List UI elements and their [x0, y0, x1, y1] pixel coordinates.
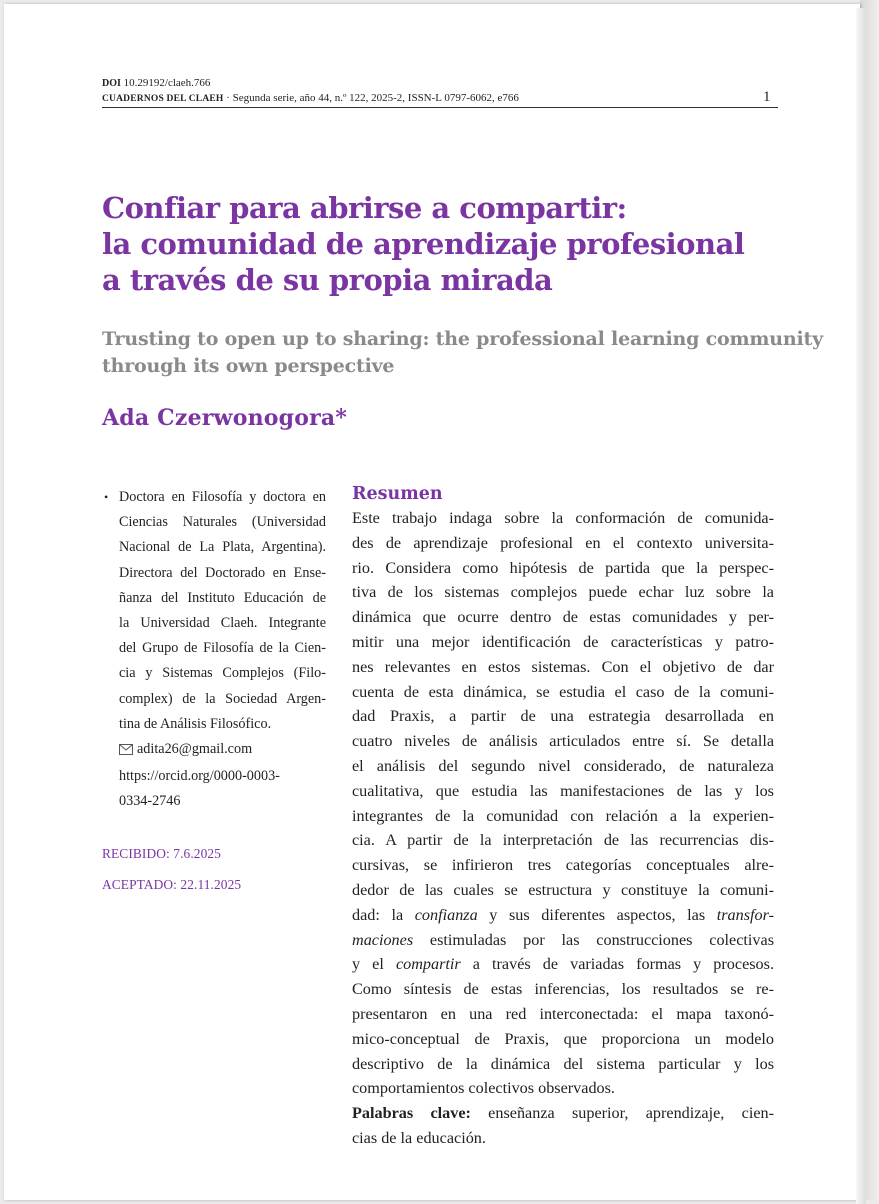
- page-edge: [856, 8, 866, 1204]
- abstract-line: [352, 903, 774, 928]
- keywords-text: enseñanza superior, aprendizaje, cien-: [470, 1104, 774, 1123]
- title-line: Confiar para abrirse a compartir:: [102, 191, 627, 225]
- abstract-line: nes relevantes en estos sistemas. Con el objetivo de dar: [352, 657, 774, 676]
- abstract-line: rio. Considera como hipótesis de partida que la perspec-: [352, 558, 774, 577]
- bio-line: cia y Sistemas Complejos (Filo-: [119, 665, 326, 682]
- abstract-line: des de aprendizaje profesional en el contexto universita-: [352, 533, 774, 552]
- abstract-line: mitir una mejor identificación de características y patro-: [352, 632, 774, 651]
- doi-line: [102, 77, 210, 89]
- text-run: y sus diferentes aspectos, las: [477, 905, 717, 924]
- abstract-line: el análisis del segundo nivel considerado, de naturaleza: [352, 756, 774, 775]
- bio-line: Ciencias Naturales (Universidad: [119, 514, 326, 531]
- page-number: 1: [763, 89, 771, 105]
- article-subtitle: [102, 326, 823, 380]
- abstract-line: mico-conceptual de Praxis, que proporciona un modelo: [352, 1029, 774, 1048]
- abstract-line: [352, 928, 774, 953]
- abstract-line: integrantes de la comunidad con relación a la experien-: [352, 806, 774, 825]
- emphasis-transformaciones-end: maciones: [352, 930, 414, 949]
- text-run: y el: [352, 955, 396, 974]
- abstract-line: cualitativa, que estudia las manifestaciones de las y los: [352, 781, 774, 800]
- abstract-line: cia. A partir de la interpretación de las recurrencias dis-: [352, 831, 774, 850]
- journal-line: [102, 92, 519, 104]
- abstract-line: dedor de las cuales se estructura y constituye la comuni-: [352, 880, 774, 899]
- email-link[interactable]: adita26@gmail.com: [137, 741, 253, 758]
- bio-line: Nacional de La Plata, Argentina).: [119, 539, 326, 556]
- author-bio: [104, 485, 326, 815]
- abstract-line: descriptivo de la dinámica del sistema particular y los: [352, 1054, 774, 1073]
- abstract-line: tiva de los sistemas complejos puede echar luz sobre la: [352, 583, 774, 602]
- abstract-line: Como síntesis de estas inferencias, los resultados se re-: [352, 980, 774, 999]
- bio-line: Doctora en Filosofía y doctora en: [119, 489, 326, 505]
- abstract-section: [352, 482, 774, 1151]
- envelope-icon: [119, 739, 133, 764]
- abstract-line: dad Praxis, a partir de una estrategia desarrollada en: [352, 707, 774, 726]
- header-rule: [102, 107, 778, 108]
- article-title: [102, 190, 744, 298]
- abstract-line: cursivas, se infirieron tres categorías conceptuales alre-: [352, 856, 774, 875]
- subtitle-line: Trusting to open up to sharing: the professional learning community: [102, 328, 823, 350]
- journal-name: CUADERNOS DEL CLAEH: [102, 94, 224, 104]
- accepted-date: ACEPTADO: 22.11.2025: [102, 877, 242, 892]
- text-run: dad: la: [352, 905, 415, 924]
- emphasis-confianza: confianza: [414, 905, 478, 924]
- bio-line: Directora del Doctorado en Ense-: [119, 564, 326, 581]
- abstract-line: presentaron en una red interconectada: el mapa taxonó-: [352, 1004, 774, 1023]
- keywords-label: Palabras clave:: [352, 1104, 471, 1123]
- title-line: la comunidad de aprendizaje profesional: [102, 227, 745, 261]
- emphasis-compartir: compartir: [395, 955, 461, 974]
- article-dates: [102, 846, 241, 908]
- abstract-line: [352, 952, 774, 977]
- abstract-line: dinámica que ocurre dentro de estas comunidades y per-: [352, 608, 774, 627]
- text-run: a través de variadas formas y procesos.: [460, 955, 774, 974]
- keywords-line: cias de la educación.: [352, 1128, 486, 1147]
- author-name: Ada Czerwonogora*: [102, 405, 348, 431]
- abstract-heading: Resumen: [352, 484, 443, 504]
- abstract-line: Este trabajo indaga sobre la conformación de comunida-: [352, 509, 774, 527]
- bio-line: complex) de la Sociedad Argen-: [119, 690, 326, 707]
- bio-line: tina de Análisis Filosófico.: [119, 715, 272, 732]
- title-line: a través de su propia mirada: [102, 263, 553, 297]
- bio-line: del Grupo de Filosofía de la Cien-: [119, 640, 326, 657]
- bio-line: la Universidad Claeh. Integrante: [119, 615, 326, 632]
- doi-label: DOI: [102, 78, 121, 89]
- bio-bullet: •: [104, 490, 109, 504]
- subtitle-line: through its own perspective: [102, 355, 395, 377]
- keywords-line: [352, 1101, 774, 1126]
- bio-line: ñanza del Instituto Educación de: [119, 589, 326, 606]
- abstract-line: comportamientos colectivos observados.: [352, 1079, 615, 1098]
- orcid-link[interactable]: 0334-2746: [119, 793, 181, 810]
- emphasis-transformaciones: transfor-: [716, 905, 774, 924]
- abstract-line: cuenta de esta dinámica, se estudia el caso de la comuni-: [352, 682, 774, 701]
- journal-details: · Segunda serie, año 44, n.º 122, 2025-2, ISSN-L 0797-6062, e766: [223, 92, 519, 104]
- abstract-line: cuatro niveles de análisis articulados entre sí. Se detalla: [352, 732, 774, 751]
- email-line: [104, 737, 326, 764]
- orcid-link[interactable]: https://orcid.org/0000-0003-: [119, 768, 280, 785]
- doi-value: 10.29192/claeh.766: [123, 77, 211, 89]
- text-run: estimuladas por las construcciones colectivas: [413, 930, 774, 949]
- received-date: RECIBIDO: 7.6.2025: [102, 846, 221, 861]
